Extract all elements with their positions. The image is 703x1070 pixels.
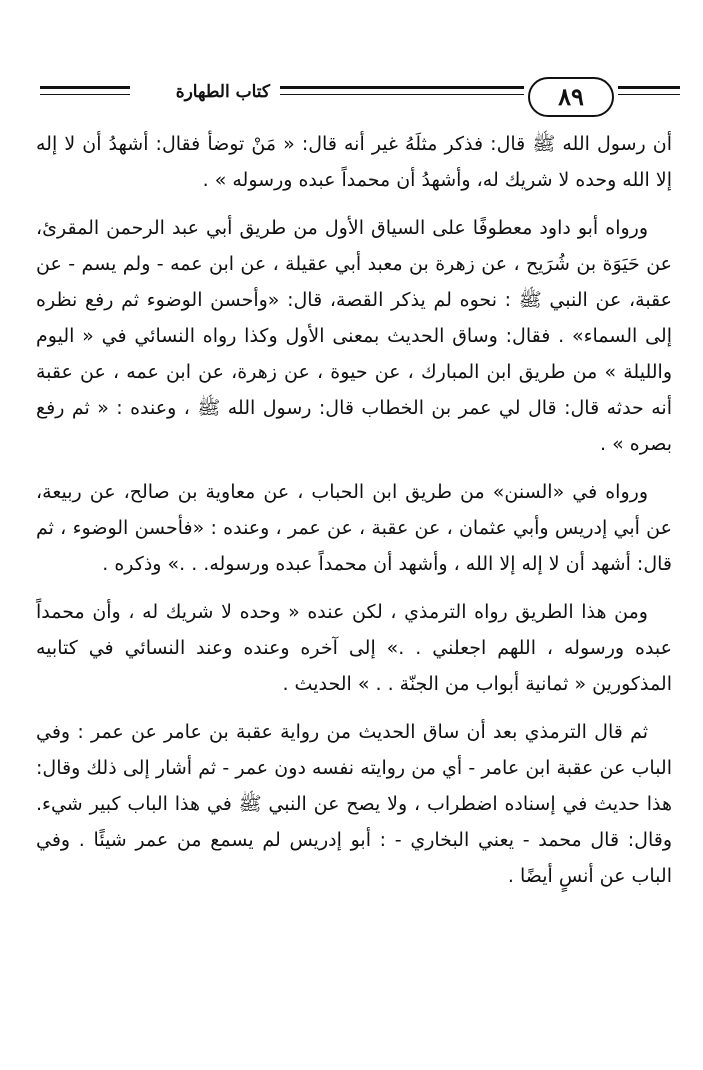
paragraph-3: ورواه في «السنن» من طريق ابن الحباب ، عن معاوية بن صالح، عن ربيعة، عن أبي إدريس وأبي عثمان ، عن عقبة ، عن عمر ، وعنده : «فأحسن الوضوء ، ثم قال: أشهد أن لا إله إلا الله ، وأشهد أن محمداً عبده ورسوله. . .» وذكره . — [36, 481, 672, 575]
page-number: ٨٩ — [528, 77, 614, 117]
header-rule-left-top — [40, 86, 130, 89]
paragraph-4: ومن هذا الطريق رواه الترمذي ، لكن عنده « وحده لا شريك له ، وأن محمداً عبده ورسوله ، اللهم اجعلني . .» إلى آخره وعنده وعند النسائي في كتابيه المذكورين « ثمانية أبواب من الجنّة . . » الحديث . — [36, 601, 672, 695]
header-rule-right-top — [618, 86, 680, 89]
header-rule-left-bottom — [40, 94, 130, 95]
header-rule-right-bottom — [618, 94, 680, 95]
page-header — [40, 74, 680, 124]
paragraph-1: أن رسول الله ﷺ قال: فذكر مثلَهُ غير أنه قال: « مَنْ توضأ فقال: أشهدُ أن لا إله إلا الله وحده لا شريك له، وأشهدُ أن محمداً عبده ورسوله » . — [36, 133, 672, 191]
paragraph-2: ورواه أبو داود معطوفًا على السياق الأول من طريق أبي عبد الرحمن المقرئ، عن حَيَوَة بن شُرَيح ، عن زهرة بن معبد أبي عقيلة ، عن ابن عمه - ولم يسم - عن عقبة، عن النبي ﷺ : نحوه لم يذكر القصة، قال: «وأحسن الوضوء ثم رفع نظره إلى السماء» . فقال: وساق الحديث بمعنى الأول وكذا رواه النسائي في « اليوم والليلة » من طريق ابن المبارك ، عن حيوة ، عن زهرة، عن ابن عمه ، عن عقبة أنه حدثه قال: قال لي عمر بن الخطاب قال: رسول الله ﷺ ، وعنده : « ثم رفع بصره » . — [36, 217, 672, 455]
paragraph-5: ثم قال الترمذي بعد أن ساق الحديث من رواية عقبة بن عامر عن عمر : وفي الباب عن عقبة ابن عامر - أي من روايته نفسه دون عمر - ثم أشار إلى ذلك وقال: هذا حديث في إسناده اضطراب ، ولا يصح عن النبي ﷺ في هذا الباب كبير شيء. وقال: قال محمد - يعني البخاري - : أبو إدريس لم يسمع من عمر شيئًا . وفي الباب عن أنسٍ أيضًا . — [36, 721, 672, 887]
header-rule-middle-bottom — [280, 94, 524, 95]
book-title: كتاب الطهارة — [175, 82, 270, 102]
header-rule-middle-top — [280, 86, 524, 89]
page-body — [36, 126, 672, 894]
